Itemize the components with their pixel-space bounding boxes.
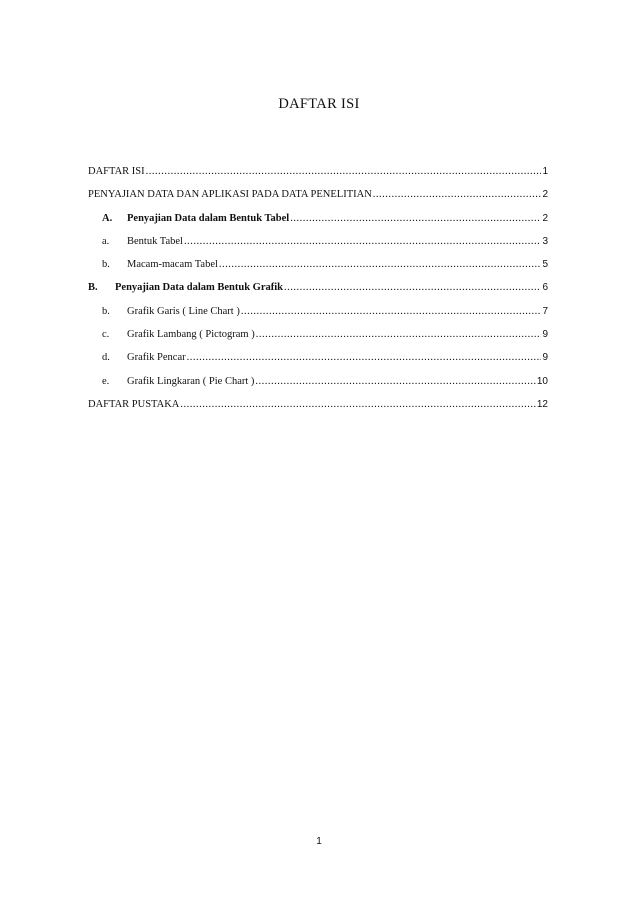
toc-dot-leader xyxy=(256,323,542,346)
toc-entry-letter: c. xyxy=(102,329,110,341)
toc-entry-label: Grafik Lambang ( Pictogram ) xyxy=(127,329,255,341)
toc-dot-leader xyxy=(187,346,542,369)
toc-page-number: 3 xyxy=(542,235,548,247)
toc-entry-letter: B. xyxy=(88,282,98,294)
toc-entry-grafik-lambang[interactable] xyxy=(88,323,548,346)
toc-dot-leader xyxy=(241,300,542,323)
toc-page-number: 2 xyxy=(542,212,548,224)
toc-entry-grafik-lingkaran[interactable] xyxy=(88,370,548,393)
toc-entry-penyajian-data[interactable] xyxy=(88,183,548,206)
toc-entry-letter: b. xyxy=(102,259,110,271)
toc-dot-leader xyxy=(284,276,541,299)
footer-page-number: 1 xyxy=(316,836,322,847)
toc-page-number: 7 xyxy=(542,305,548,317)
toc-page-number: 1 xyxy=(542,166,548,177)
toc-page-number: 12 xyxy=(536,398,548,410)
toc-entry-letter: e. xyxy=(102,375,110,387)
toc-page-number: 9 xyxy=(542,352,548,364)
toc-entry-label: Bentuk Tabel xyxy=(127,235,183,247)
toc-entry-letter: b. xyxy=(102,305,110,317)
toc-entry-label: Grafik Pencar xyxy=(127,352,186,364)
toc-page-number: 9 xyxy=(542,329,548,341)
toc-entry-grafik-pencar[interactable] xyxy=(88,346,548,369)
toc-dot-leader xyxy=(180,393,536,416)
toc-entry-letter: d. xyxy=(102,352,110,364)
toc-entry-label: Penyajian Data dalam Bentuk Tabel xyxy=(127,212,290,224)
toc-entry-label: Macam-macam Tabel xyxy=(127,259,218,271)
toc-dot-leader xyxy=(255,370,535,393)
toc-entry-grafik-garis[interactable] xyxy=(88,300,548,323)
toc-entry-label: DAFTAR ISI xyxy=(88,166,145,177)
toc-page-number: 10 xyxy=(536,375,548,387)
toc-dot-leader xyxy=(290,207,541,230)
toc-entry-label: Penyajian Data dalam Bentuk Grafik xyxy=(115,282,284,294)
toc-page-number: 2 xyxy=(542,189,548,201)
toc-entry-daftar-isi[interactable] xyxy=(88,160,548,183)
toc-entry-letter: A. xyxy=(102,212,113,224)
toc-entry-letter: a. xyxy=(102,235,110,247)
toc-entry-macam-tabel[interactable] xyxy=(88,253,548,276)
table-of-contents xyxy=(88,160,548,416)
toc-dot-leader xyxy=(146,160,542,183)
toc-page-number: 5 xyxy=(542,259,548,271)
toc-entry-bentuk-tabel[interactable] xyxy=(88,230,548,253)
toc-entry-label: Grafik Garis ( Line Chart ) xyxy=(127,305,240,317)
toc-entry-section-b[interactable] xyxy=(88,276,548,299)
page-title: DAFTAR ISI xyxy=(278,96,360,112)
toc-entry-label: PENYAJIAN DATA DAN APLIKASI PADA DATA PENELITIAN xyxy=(88,189,372,201)
toc-entry-label: DAFTAR PUSTAKA xyxy=(88,398,180,410)
toc-dot-leader xyxy=(184,230,542,253)
toc-entry-section-a[interactable] xyxy=(88,207,548,230)
toc-dot-leader xyxy=(219,253,542,276)
toc-dot-leader xyxy=(373,183,542,206)
toc-entry-label: Grafik Lingkaran ( Pie Chart ) xyxy=(127,375,255,387)
toc-entry-daftar-pustaka[interactable] xyxy=(88,393,548,416)
toc-page-number: 6 xyxy=(542,282,548,294)
